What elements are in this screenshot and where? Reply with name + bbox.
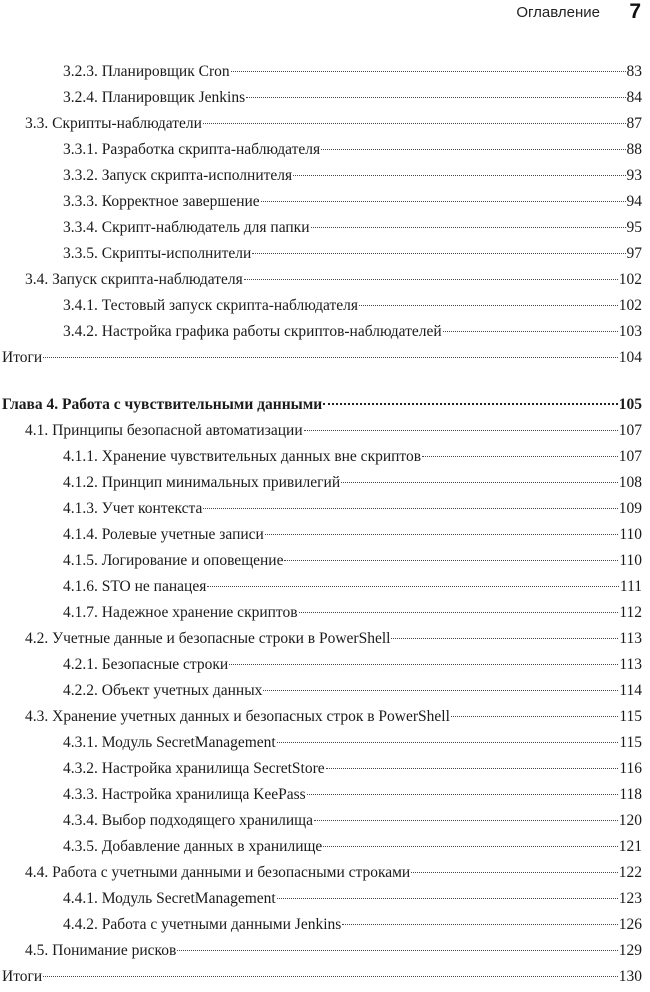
toc-entry-page: 122 bbox=[618, 864, 642, 881]
toc-entry-page: 115 bbox=[619, 708, 642, 725]
toc-entry-page: 126 bbox=[618, 916, 642, 933]
toc-entry-page: 107 bbox=[618, 422, 642, 439]
toc-entry-page: 110 bbox=[619, 526, 642, 543]
toc-entry-title: 3.4. Запуск скрипта-наблюдателя bbox=[25, 271, 243, 288]
toc-entry[interactable] bbox=[0, 241, 650, 267]
toc-entry-title: 4.5. Понимание рисков bbox=[25, 942, 177, 959]
toc-entry-title: 3.3.2. Запуск скрипта-исполнителя bbox=[63, 167, 293, 184]
toc-entry-page: 123 bbox=[618, 890, 642, 907]
dot-leader bbox=[277, 742, 619, 743]
toc-entry[interactable] bbox=[0, 678, 650, 704]
toc-entry-page: 83 bbox=[626, 63, 642, 80]
toc-entry[interactable] bbox=[0, 215, 650, 241]
header-title: Оглавление bbox=[516, 4, 600, 21]
dot-leader bbox=[203, 508, 617, 509]
toc-entry-page: 97 bbox=[626, 245, 642, 262]
dot-leader bbox=[342, 924, 617, 925]
toc-entry-page: 108 bbox=[618, 474, 642, 491]
dot-leader bbox=[321, 149, 625, 150]
toc-entry-page: 111 bbox=[619, 578, 642, 595]
toc-entry-title: 4.2. Учетные данные и безопасные строки в PowerShell bbox=[25, 630, 391, 647]
dot-leader bbox=[43, 976, 618, 977]
toc-entry-title: 4.1.6. STO не панацея bbox=[63, 578, 207, 595]
toc-entry[interactable] bbox=[0, 444, 650, 470]
toc-entry-title: 3.4.2. Настройка графика работы скриптов-наблюдателей bbox=[63, 323, 442, 340]
toc-entry[interactable] bbox=[0, 470, 650, 496]
toc-entry-page: 95 bbox=[626, 219, 642, 236]
toc-entry-title: 4.3.4. Выбор подходящего хранилища bbox=[63, 812, 313, 829]
toc-entry-page: 107 bbox=[618, 448, 642, 465]
toc-entry[interactable] bbox=[0, 267, 650, 293]
dot-leader bbox=[411, 872, 618, 873]
running-header bbox=[0, 0, 650, 26]
toc-entry-page: 120 bbox=[618, 812, 642, 829]
toc-entry-page: 121 bbox=[618, 838, 642, 855]
toc-entry-title: 4.1.5. Логирование и оповещение bbox=[63, 552, 284, 569]
toc-entry[interactable] bbox=[0, 938, 650, 964]
dot-leader bbox=[323, 846, 617, 847]
dot-leader bbox=[341, 482, 618, 483]
dot-leader bbox=[263, 690, 618, 691]
dot-leader bbox=[311, 227, 626, 228]
toc-entry[interactable] bbox=[0, 59, 650, 85]
toc-entry-page: 115 bbox=[619, 734, 642, 751]
table-of-contents bbox=[0, 59, 650, 990]
toc-entry[interactable] bbox=[0, 85, 650, 111]
toc-entry-title: 3.3. Скрипты-наблюдатели bbox=[25, 115, 202, 132]
toc-entry-page: 94 bbox=[626, 193, 642, 210]
dot-leader bbox=[252, 253, 625, 254]
toc-entry-page: 102 bbox=[618, 297, 642, 314]
toc-entry[interactable] bbox=[0, 522, 650, 548]
toc-entry[interactable] bbox=[0, 730, 650, 756]
toc-entry[interactable] bbox=[0, 189, 650, 215]
toc-entry-title: 4.1.3. Учет контекста bbox=[63, 500, 203, 517]
toc-entry[interactable] bbox=[0, 626, 650, 652]
dot-leader bbox=[422, 456, 618, 457]
toc-chapter-entry[interactable] bbox=[0, 392, 650, 418]
toc-entry-title: 4.2.1. Безопасные строки bbox=[63, 656, 229, 673]
toc-entry-title: 3.3.4. Скрипт-наблюдатель для папки bbox=[63, 219, 310, 236]
toc-entry[interactable] bbox=[0, 912, 650, 938]
toc-entry[interactable] bbox=[0, 600, 650, 626]
toc-entry-title: 3.4.1. Тестовый запуск скрипта-наблюдателя bbox=[63, 297, 358, 314]
dot-leader bbox=[244, 279, 618, 280]
toc-entry-title: Глава 4. Работа с чувствительными данными bbox=[2, 396, 323, 413]
toc-entry-title: 4.1.1. Хранение чувствительных данных вне скриптов bbox=[63, 448, 422, 465]
toc-entry-page: 105 bbox=[618, 396, 642, 413]
dot-leader bbox=[443, 331, 618, 332]
toc-entry-title: Итоги bbox=[2, 349, 43, 366]
toc-entry-title: 3.3.5. Скрипты-исполнители bbox=[63, 245, 252, 262]
dot-leader bbox=[246, 97, 625, 98]
toc-entry[interactable] bbox=[0, 782, 650, 808]
toc-entry-page: 93 bbox=[626, 167, 642, 184]
toc-entry[interactable] bbox=[0, 319, 650, 345]
toc-entry-title: 4.3.3. Настройка хранилища KeePass bbox=[63, 786, 306, 803]
toc-entry-page: 112 bbox=[619, 604, 642, 621]
toc-entry-title: 4.3.2. Настройка хранилища SecretStore bbox=[63, 760, 325, 777]
dot-leader bbox=[277, 898, 618, 899]
toc-entry[interactable] bbox=[0, 163, 650, 189]
dot-leader bbox=[203, 123, 626, 124]
toc-entry[interactable] bbox=[0, 704, 650, 730]
toc-entry-title: 4.1.7. Надежное хранение скриптов bbox=[63, 604, 298, 621]
toc-entry-page: 113 bbox=[619, 630, 642, 647]
toc-entry[interactable] bbox=[0, 652, 650, 678]
toc-entry-title: 3.3.1. Разработка скрипта-наблюдателя bbox=[63, 141, 321, 158]
toc-entry-title: 4.4. Работа с учетными данными и безопасными строками bbox=[25, 864, 411, 881]
toc-entry-title: 4.3.5. Добавление данных в хранилище bbox=[63, 838, 323, 855]
dot-leader bbox=[314, 820, 618, 821]
dot-leader bbox=[359, 305, 618, 306]
dot-leader bbox=[304, 430, 618, 431]
dot-leader bbox=[299, 612, 619, 613]
dot-leader bbox=[43, 357, 618, 358]
toc-entry-page: 129 bbox=[618, 942, 642, 959]
toc-entry-page: 104 bbox=[618, 349, 642, 366]
toc-entry-title: 3.3.3. Корректное завершение bbox=[63, 193, 260, 210]
dot-leader bbox=[293, 175, 625, 176]
dot-leader bbox=[261, 201, 626, 202]
dot-leader bbox=[265, 534, 618, 535]
toc-entry-page: 118 bbox=[619, 786, 642, 803]
toc-entry-page: 110 bbox=[619, 552, 642, 569]
toc-entry-title: 4.4.2. Работа с учетными данными Jenkins bbox=[63, 916, 342, 933]
dot-leader bbox=[451, 716, 618, 717]
toc-entry[interactable] bbox=[0, 964, 650, 990]
dot-leader bbox=[326, 768, 619, 769]
toc-entry-page: 87 bbox=[626, 115, 642, 132]
dot-leader bbox=[229, 664, 618, 665]
toc-entry[interactable] bbox=[0, 548, 650, 574]
toc-entry-title: 4.1. Принципы безопасной автоматизации bbox=[25, 422, 303, 439]
toc-entry[interactable] bbox=[0, 418, 650, 444]
toc-entry[interactable] bbox=[0, 345, 650, 371]
toc-entry[interactable] bbox=[0, 574, 650, 600]
toc-entry-title: Итоги bbox=[2, 968, 43, 985]
toc-entry[interactable] bbox=[0, 886, 650, 912]
toc-entry-page: 103 bbox=[618, 323, 642, 340]
toc-entry[interactable] bbox=[0, 756, 650, 782]
toc-entry-page: 114 bbox=[619, 682, 642, 699]
toc-entry[interactable] bbox=[0, 496, 650, 522]
toc-entry-title: 4.1.4. Ролевые учетные записи bbox=[63, 526, 264, 543]
toc-entry[interactable] bbox=[0, 293, 650, 319]
toc-entry[interactable] bbox=[0, 834, 650, 860]
toc-entry-page: 109 bbox=[618, 500, 642, 517]
toc-entry[interactable] bbox=[0, 111, 650, 137]
toc-entry-title: 4.3. Хранение учетных данных и безопасных строк в PowerShell bbox=[25, 708, 450, 725]
toc-entry-title: 4.4.1. Модуль SecretManagement bbox=[63, 890, 276, 907]
toc-entry-page: 88 bbox=[626, 141, 642, 158]
dot-leader bbox=[207, 586, 619, 587]
toc-entry-title: 4.2.2. Объект учетных данных bbox=[63, 682, 263, 699]
toc-entry-page: 102 bbox=[618, 271, 642, 288]
toc-entry-title: 4.1.2. Принцип минимальных привилегий bbox=[63, 474, 341, 491]
toc-entry[interactable] bbox=[0, 137, 650, 163]
dot-leader bbox=[391, 638, 618, 639]
dot-leader bbox=[177, 950, 617, 951]
toc-entry-page: 113 bbox=[619, 656, 642, 673]
toc-entry-page: 84 bbox=[626, 89, 642, 106]
dot-leader bbox=[231, 71, 626, 72]
toc-entry-page: 116 bbox=[619, 760, 642, 777]
dot-leader bbox=[307, 794, 619, 795]
toc-entry-title: 3.2.4. Планировщик Jenkins bbox=[63, 89, 246, 106]
toc-entry[interactable] bbox=[0, 860, 650, 886]
toc-entry-title: 4.3.1. Модуль SecretManagement bbox=[63, 734, 276, 751]
toc-entry[interactable] bbox=[0, 808, 650, 834]
toc-entry-title: 3.2.3. Планировщик Cron bbox=[63, 63, 230, 80]
dot-leader bbox=[323, 403, 618, 405]
dot-leader bbox=[284, 560, 618, 561]
header-page-number: 7 bbox=[629, 0, 641, 23]
toc-entry-page: 130 bbox=[618, 968, 642, 985]
